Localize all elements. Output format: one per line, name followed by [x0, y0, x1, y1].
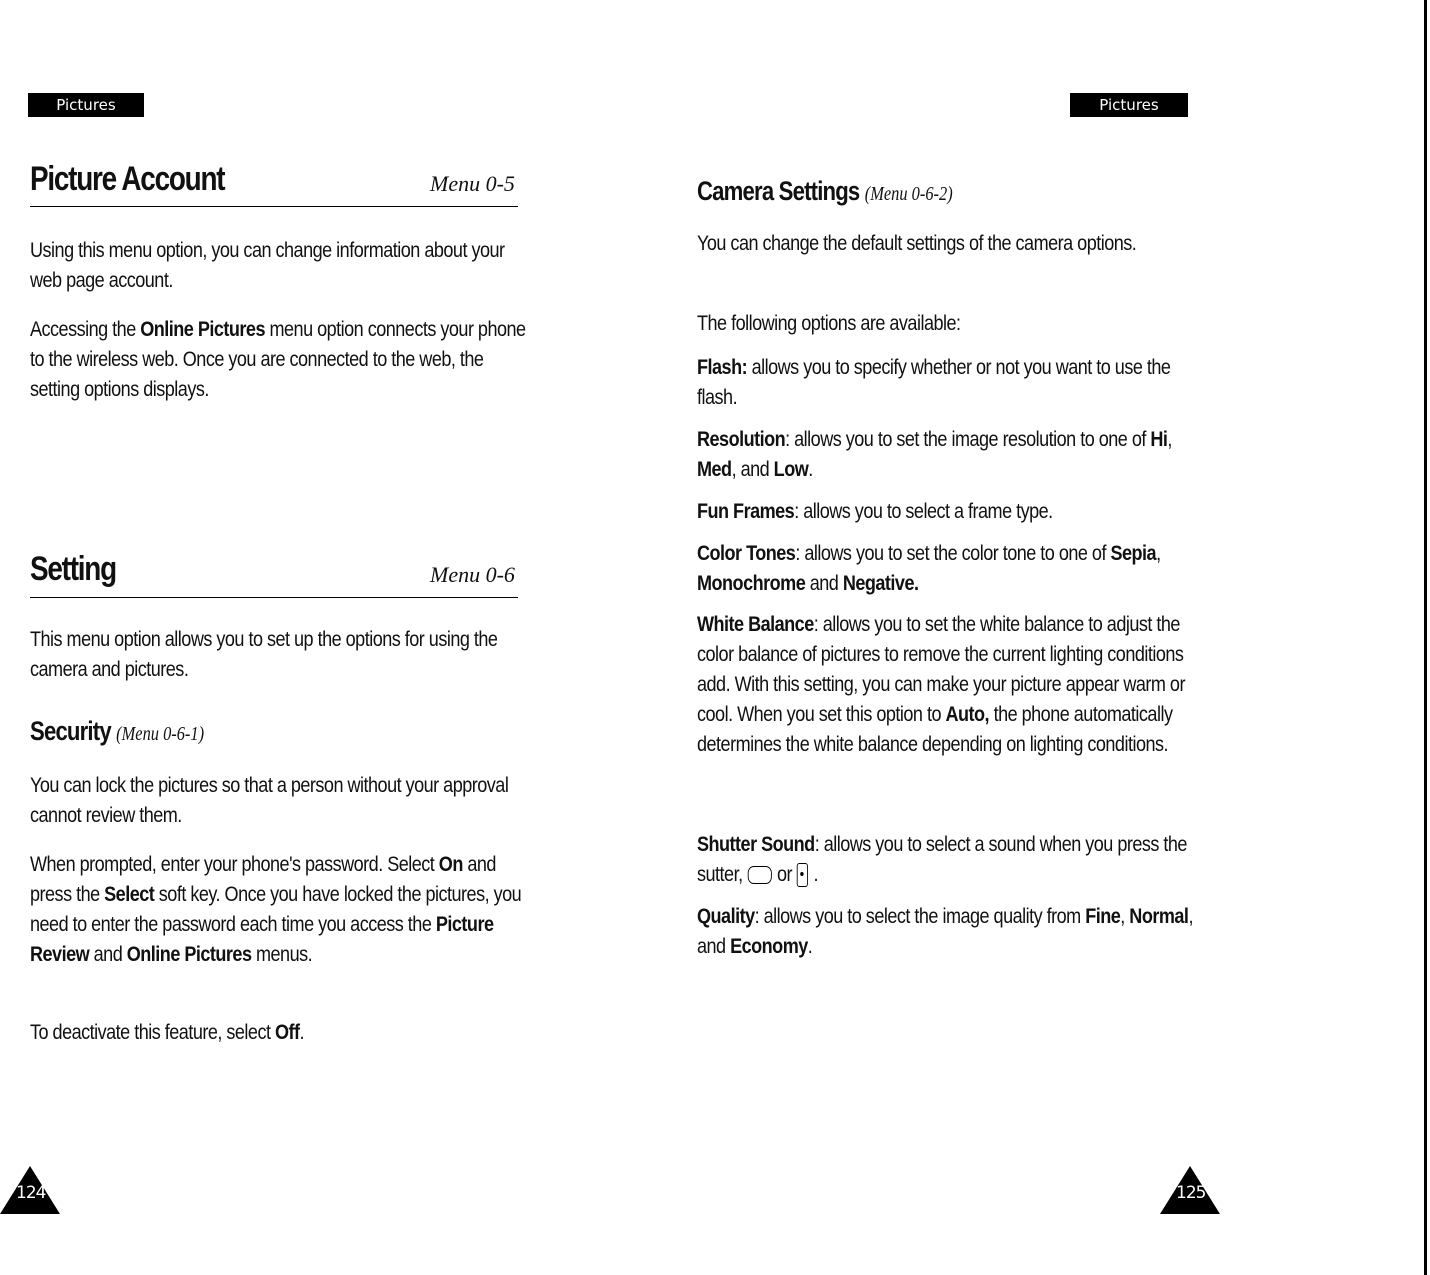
setting-title: Setting	[30, 550, 116, 588]
setting-menu-ref: Menu 0-6	[430, 562, 515, 587]
section-tab: Pictures	[28, 93, 144, 117]
right-page	[670, 0, 1230, 1275]
quality-option: Quality: allows you to select the image quality from Fine, Normal, and Economy.	[697, 905, 1193, 958]
section-tab: Pictures	[1070, 93, 1188, 117]
flash-option: Flash: allows you to specify whether or not you want to use the flash.	[697, 356, 1171, 409]
white-balance-option: White Balance: allows you to set the white balance to adjust the color balance of pictures to remove the current lighting conditions add. With this setting, you can make your picture appear warm or cool. When you set this option to Auto, the phone automatically determines the white balance depending on lighting conditions.	[697, 613, 1185, 756]
page-number: 124	[16, 1183, 46, 1203]
page-edge-line	[1424, 0, 1427, 1275]
security-paragraph-2: When prompted, enter your phone's password. Select On and press the Select soft key. Once you have locked the pictures, you need to enter the password each time you access the Picture Review and Online Pictures menus.	[30, 853, 522, 966]
picture-account-menu-ref: Menu 0-5	[430, 171, 515, 196]
color-tones-option: Color Tones: allows you to set the color tone to one of Sepia, Monochrome and Negative.	[697, 542, 1161, 595]
left-page	[0, 0, 560, 1275]
fun-frames-option: Fun Frames: allows you to select a frame type.	[697, 500, 1053, 523]
security-paragraph-3: To deactivate this feature, select Off.	[30, 1021, 305, 1044]
divider	[30, 206, 518, 207]
security-paragraph-1: You can lock the pictures so that a person without your approval cannot review them.	[30, 774, 509, 827]
resolution-option: Resolution: allows you to set the image resolution to one of Hi, Med, and Low.	[697, 428, 1172, 481]
security-title: Security (Menu 0-6-1)	[30, 716, 205, 746]
camera-key-icon	[748, 866, 772, 884]
camera-paragraph-1: You can change the default settings of the camera options.	[697, 232, 1137, 255]
page-number-badge	[1160, 1166, 1220, 1214]
side-key-icon	[797, 863, 808, 887]
shutter-sound-option: Shutter Sound: allows you to select a sound when you press the sutter, or .	[697, 833, 1187, 886]
picture-account-paragraph-2: Accessing the Online Pictures menu option connects your phone to the wireless web. Once you are connected to the web, the setting options displays.	[30, 318, 526, 401]
page-number-badge	[0, 1166, 60, 1214]
picture-account-paragraph-1: Using this menu option, you can change information about your web page account.	[30, 239, 505, 292]
camera-settings-title: Camera Settings (Menu 0-6-2)	[697, 176, 953, 206]
camera-paragraph-2: The following options are available:	[697, 312, 961, 335]
page-number: 125	[1176, 1183, 1206, 1203]
picture-account-title: Picture Account	[30, 160, 225, 198]
setting-paragraph: This menu option allows you to set up the options for using the camera and pictures.	[30, 628, 498, 681]
divider	[30, 597, 518, 598]
